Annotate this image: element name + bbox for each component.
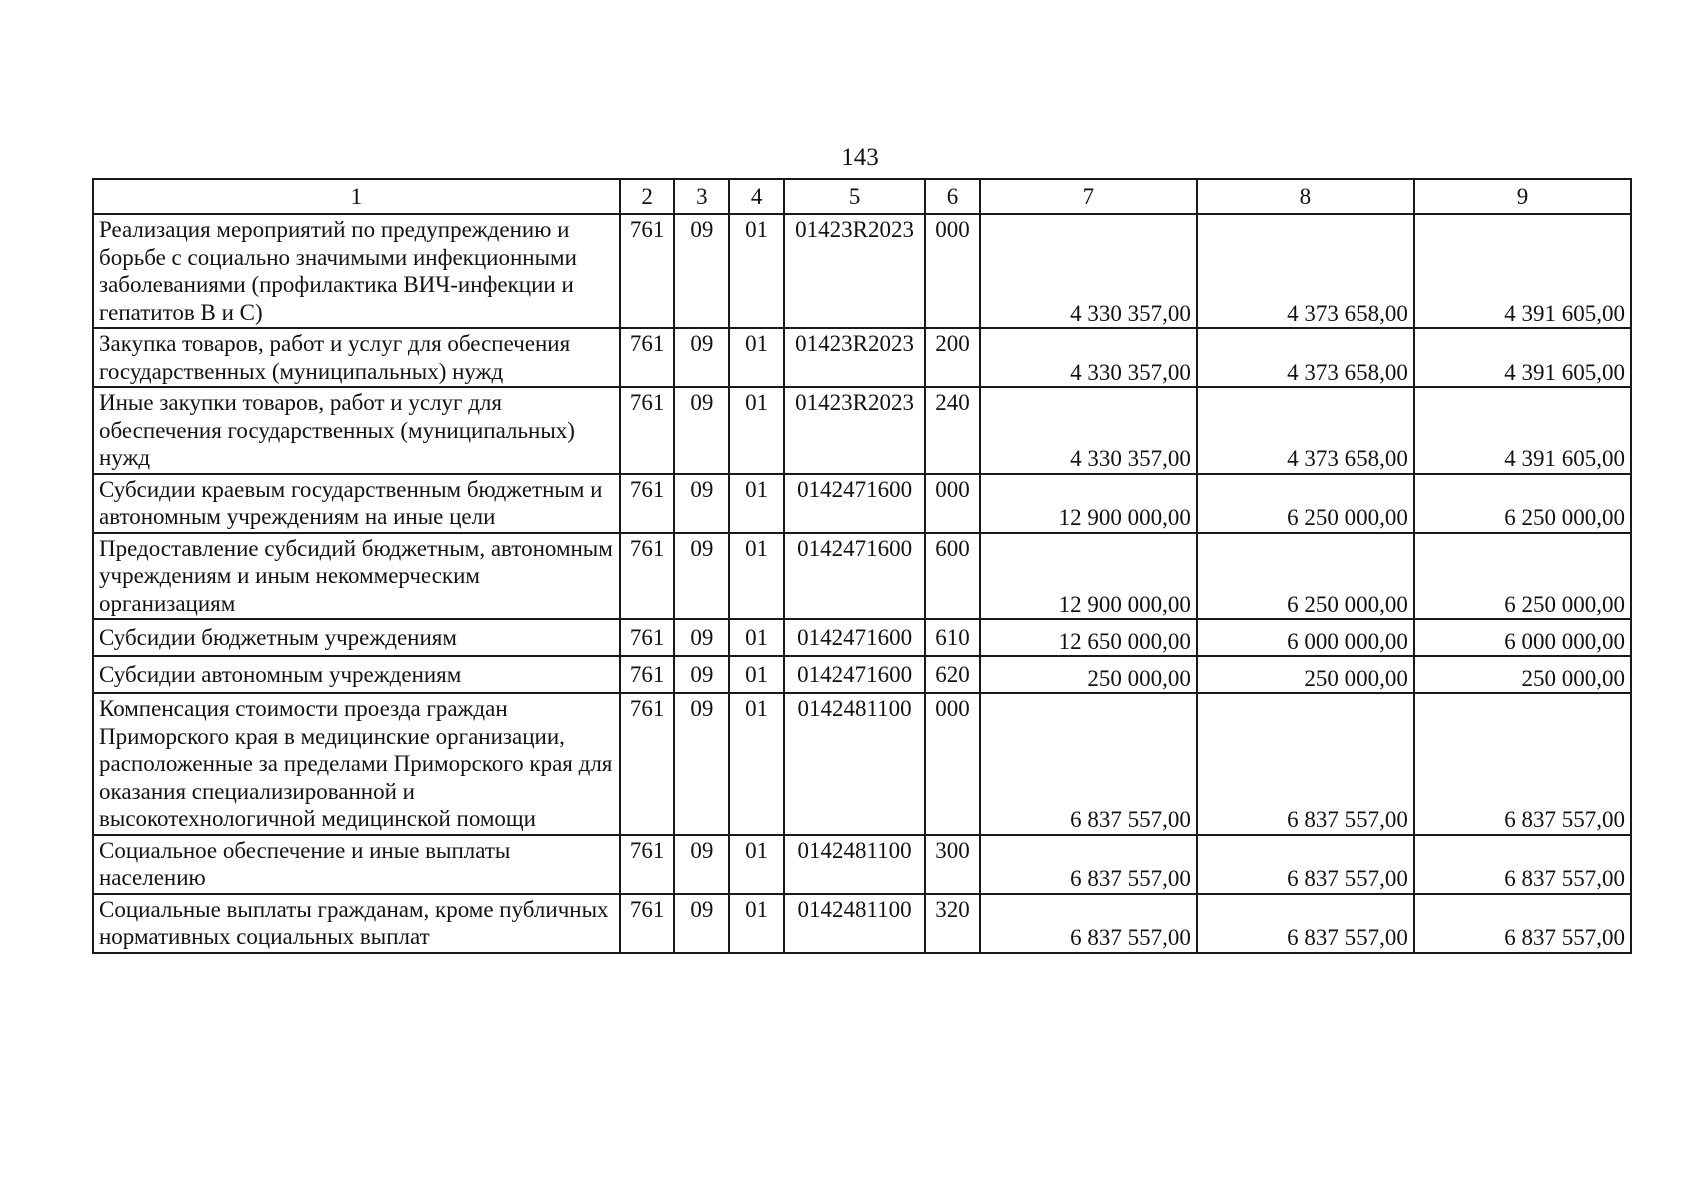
- amount-cell: 6 837 557,00: [1197, 894, 1414, 953]
- code-cell: 01423R2023: [784, 328, 925, 387]
- item-name: Социальное обеспечение и иные выплаты населению: [93, 835, 620, 894]
- code-cell: 761: [620, 656, 675, 693]
- amount-cell: 4 391 605,00: [1414, 387, 1631, 474]
- code-cell: 610: [925, 619, 980, 656]
- amount-cell: 12 650 000,00: [980, 619, 1197, 656]
- code-cell: 761: [620, 835, 675, 894]
- column-header: 9: [1414, 179, 1631, 214]
- code-cell: 09: [674, 693, 729, 835]
- amount-cell: 4 373 658,00: [1197, 328, 1414, 387]
- column-header: 6: [925, 179, 980, 214]
- code-cell: 0142471600: [784, 656, 925, 693]
- code-cell: 000: [925, 214, 980, 328]
- code-cell: 01: [729, 474, 784, 533]
- table-row: [93, 214, 1631, 328]
- code-cell: 01: [729, 656, 784, 693]
- code-cell: 600: [925, 533, 980, 620]
- code-cell: 01: [729, 693, 784, 835]
- amount-cell: 4 373 658,00: [1197, 387, 1414, 474]
- code-cell: 300: [925, 835, 980, 894]
- item-name: Закупка товаров, работ и услуг для обеспечения государственных (муниципальных) нужд: [93, 328, 620, 387]
- code-cell: 09: [674, 474, 729, 533]
- code-cell: 0142471600: [784, 533, 925, 620]
- amount-cell: 6 250 000,00: [1197, 474, 1414, 533]
- amount-cell: 6 837 557,00: [980, 894, 1197, 953]
- code-cell: 01: [729, 387, 784, 474]
- column-header: 4: [729, 179, 784, 214]
- column-header: 1: [93, 179, 620, 214]
- item-name: Реализация мероприятий по предупреждению и борьбе с социально значимыми инфекционными заболеваниями (профилактика ВИЧ-инфекции и гепатитов В и С): [93, 214, 620, 328]
- amount-cell: 6 000 000,00: [1197, 619, 1414, 656]
- item-name: Субсидии бюджетным учреждениям: [93, 619, 620, 656]
- code-cell: 0142481100: [784, 835, 925, 894]
- code-cell: 01423R2023: [784, 214, 925, 328]
- header-row: [93, 179, 1631, 214]
- column-header: 8: [1197, 179, 1414, 214]
- code-cell: 0142481100: [784, 693, 925, 835]
- table-row: [93, 328, 1631, 387]
- code-cell: 01: [729, 894, 784, 953]
- amount-cell: 6 250 000,00: [1197, 533, 1414, 620]
- code-cell: 09: [674, 214, 729, 328]
- code-cell: 0142481100: [784, 894, 925, 953]
- table-row: [93, 533, 1631, 620]
- amount-cell: 4 373 658,00: [1197, 214, 1414, 328]
- item-name: Иные закупки товаров, работ и услуг для обеспечения государственных (муниципальных) нужд: [93, 387, 620, 474]
- code-cell: 200: [925, 328, 980, 387]
- code-cell: 09: [674, 387, 729, 474]
- code-cell: 761: [620, 619, 675, 656]
- code-cell: 09: [674, 835, 729, 894]
- amount-cell: 4 330 357,00: [980, 387, 1197, 474]
- code-cell: 01: [729, 533, 784, 620]
- amount-cell: 6 250 000,00: [1414, 474, 1631, 533]
- amount-cell: 250 000,00: [980, 656, 1197, 693]
- code-cell: 09: [674, 619, 729, 656]
- amount-cell: 6 837 557,00: [1197, 835, 1414, 894]
- code-cell: 240: [925, 387, 980, 474]
- item-name: Предоставление субсидий бюджетным, автономным учреждениям и иным некоммерческим организациям: [93, 533, 620, 620]
- amount-cell: 6 000 000,00: [1414, 619, 1631, 656]
- code-cell: 761: [620, 214, 675, 328]
- code-cell: 09: [674, 328, 729, 387]
- code-cell: 320: [925, 894, 980, 953]
- amount-cell: 6 250 000,00: [1414, 533, 1631, 620]
- code-cell: 01: [729, 328, 784, 387]
- code-cell: 09: [674, 533, 729, 620]
- code-cell: 01: [729, 619, 784, 656]
- code-cell: 000: [925, 693, 980, 835]
- code-cell: 761: [620, 533, 675, 620]
- code-cell: 761: [620, 328, 675, 387]
- item-name: Социальные выплаты гражданам, кроме публичных нормативных социальных выплат: [93, 894, 620, 953]
- table-row: [93, 835, 1631, 894]
- table-row: [93, 693, 1631, 835]
- amount-cell: 250 000,00: [1197, 656, 1414, 693]
- column-header: 2: [620, 179, 675, 214]
- amount-cell: 6 837 557,00: [1414, 835, 1631, 894]
- table-row: [93, 894, 1631, 953]
- code-cell: 761: [620, 693, 675, 835]
- amount-cell: 6 837 557,00: [1414, 894, 1631, 953]
- amount-cell: 6 837 557,00: [980, 693, 1197, 835]
- code-cell: 0142471600: [784, 474, 925, 533]
- code-cell: 0142471600: [784, 619, 925, 656]
- code-cell: 761: [620, 894, 675, 953]
- column-header: 3: [674, 179, 729, 214]
- column-header: 7: [980, 179, 1197, 214]
- amount-cell: 12 900 000,00: [980, 533, 1197, 620]
- code-cell: 761: [620, 474, 675, 533]
- code-cell: 01: [729, 214, 784, 328]
- item-name: Субсидии краевым государственным бюджетным и автономным учреждениям на иные цели: [93, 474, 620, 533]
- amount-cell: 12 900 000,00: [980, 474, 1197, 533]
- code-cell: 01: [729, 835, 784, 894]
- item-name: Компенсация стоимости проезда граждан Приморского края в медицинские организации, расположенные за пределами Приморского края для оказания специализированной и высокотехнологичной медицинской помощи: [93, 693, 620, 835]
- code-cell: 01423R2023: [784, 387, 925, 474]
- code-cell: 620: [925, 656, 980, 693]
- table-row: [93, 619, 1631, 656]
- page-number: 143: [841, 144, 879, 171]
- item-name: Субсидии автономным учреждениям: [93, 656, 620, 693]
- amount-cell: 4 330 357,00: [980, 214, 1197, 328]
- code-cell: 761: [620, 387, 675, 474]
- code-cell: 09: [674, 656, 729, 693]
- table-row: [93, 656, 1631, 693]
- amount-cell: 4 330 357,00: [980, 328, 1197, 387]
- amount-cell: 4 391 605,00: [1414, 328, 1631, 387]
- table-row: [93, 387, 1631, 474]
- amount-cell: 6 837 557,00: [980, 835, 1197, 894]
- code-cell: 000: [925, 474, 980, 533]
- code-cell: 09: [674, 894, 729, 953]
- table-row: [93, 474, 1631, 533]
- amount-cell: 4 391 605,00: [1414, 214, 1631, 328]
- amount-cell: 6 837 557,00: [1414, 693, 1631, 835]
- amount-cell: 250 000,00: [1414, 656, 1631, 693]
- amount-cell: 6 837 557,00: [1197, 693, 1414, 835]
- budget-table: [92, 178, 1632, 954]
- column-header: 5: [784, 179, 925, 214]
